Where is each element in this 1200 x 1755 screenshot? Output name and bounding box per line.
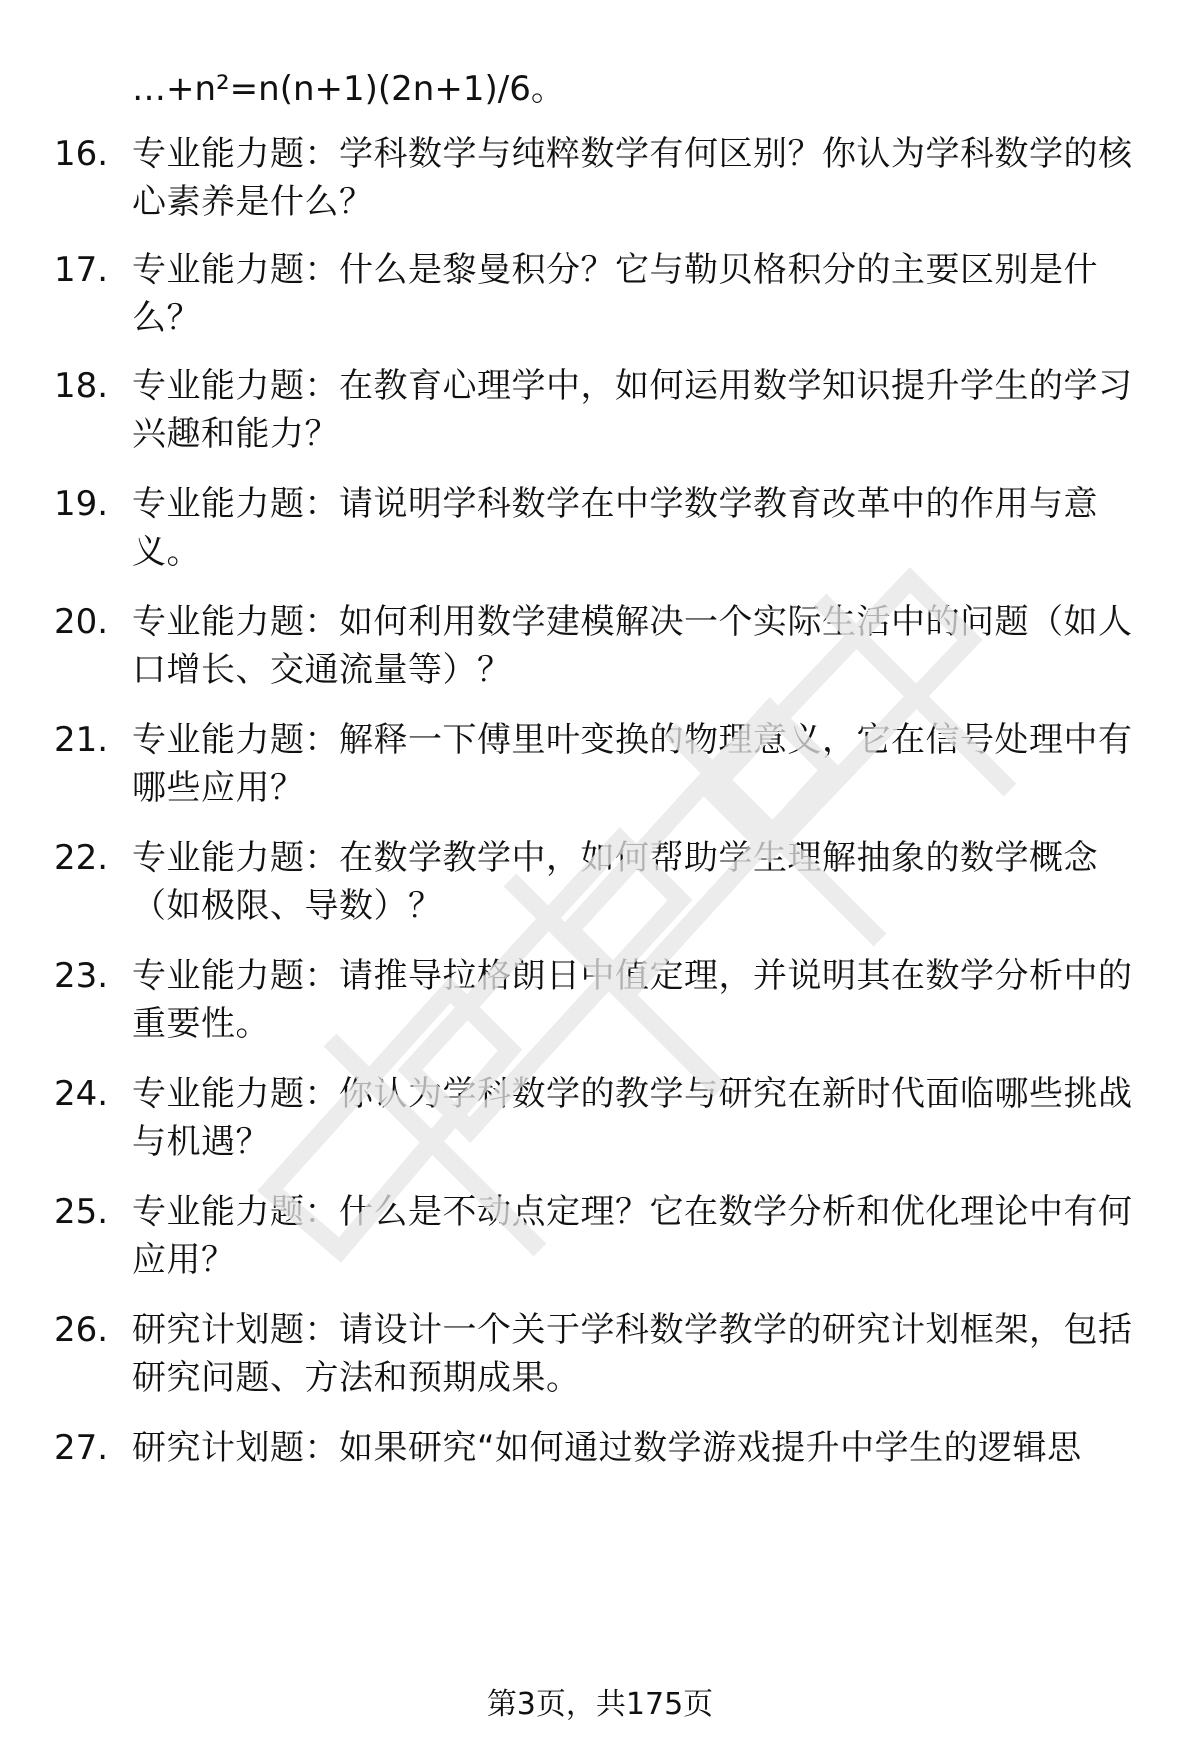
question-text: 研究计划题：如果研究“如何通过数学游戏提升中学生的逻辑思 [132,1428,1082,1468]
question-number: 27. [54,1428,109,1468]
question-number: 16. [54,134,109,174]
question-number: 18. [54,366,109,406]
question-text: 专业能力题：如何利用数学建模解决一个实际生活中的问题（如人口增长、交通流量等）？ [132,602,1133,690]
question-text: 专业能力题：什么是黎曼积分？它与勒贝格积分的主要区别是什么？ [132,250,1098,338]
question-text: 专业能力题：在数学教学中，如何帮助学生理解抽象的数学概念（如极限、导数）？ [132,838,1098,926]
question-number: 22. [54,838,109,878]
question-text: 专业能力题：在教育心理学中，如何运用数学知识提升学生的学习兴趣和能力？ [132,366,1133,454]
question-number: 24. [54,1074,109,1114]
question-text: 专业能力题：请推导拉格朗日中值定理，并说明其在数学分析中的重要性。 [132,956,1133,1044]
question-number: 21. [54,720,109,760]
question-text: 专业能力题：学科数学与纯粹数学有何区别？你认为学科数学的核心素养是什么？ [132,134,1133,222]
question-text: 专业能力题：解释一下傅里叶变换的物理意义，它在信号处理中有哪些应用？ [132,720,1133,808]
question-text: 专业能力题：你认为学科数学的教学与研究在新时代面临哪些挑战与机遇？ [132,1074,1133,1162]
question-number: 25. [54,1192,109,1232]
page-footer: 第3页，共175页 [486,1687,714,1722]
question-number: 19. [54,484,109,524]
question-number: 20. [54,602,109,642]
question-text: 专业能力题：什么是不动点定理？它在数学分析和优化理论中有何应用？ [132,1192,1133,1280]
question-text: 研究计划题：请设计一个关于学科数学教学的研究计划框架，包括研究问题、方法和预期成果。 [132,1310,1133,1398]
question-number: 23. [54,956,109,996]
question-number: 26. [54,1310,109,1350]
continuation-line: …+n²=n(n+1)(2n+1)/6。 [132,69,565,109]
question-text: 专业能力题：请说明学科数学在中学数学教育改革中的作用与意义。 [132,484,1098,572]
question-number: 17. [54,250,109,290]
